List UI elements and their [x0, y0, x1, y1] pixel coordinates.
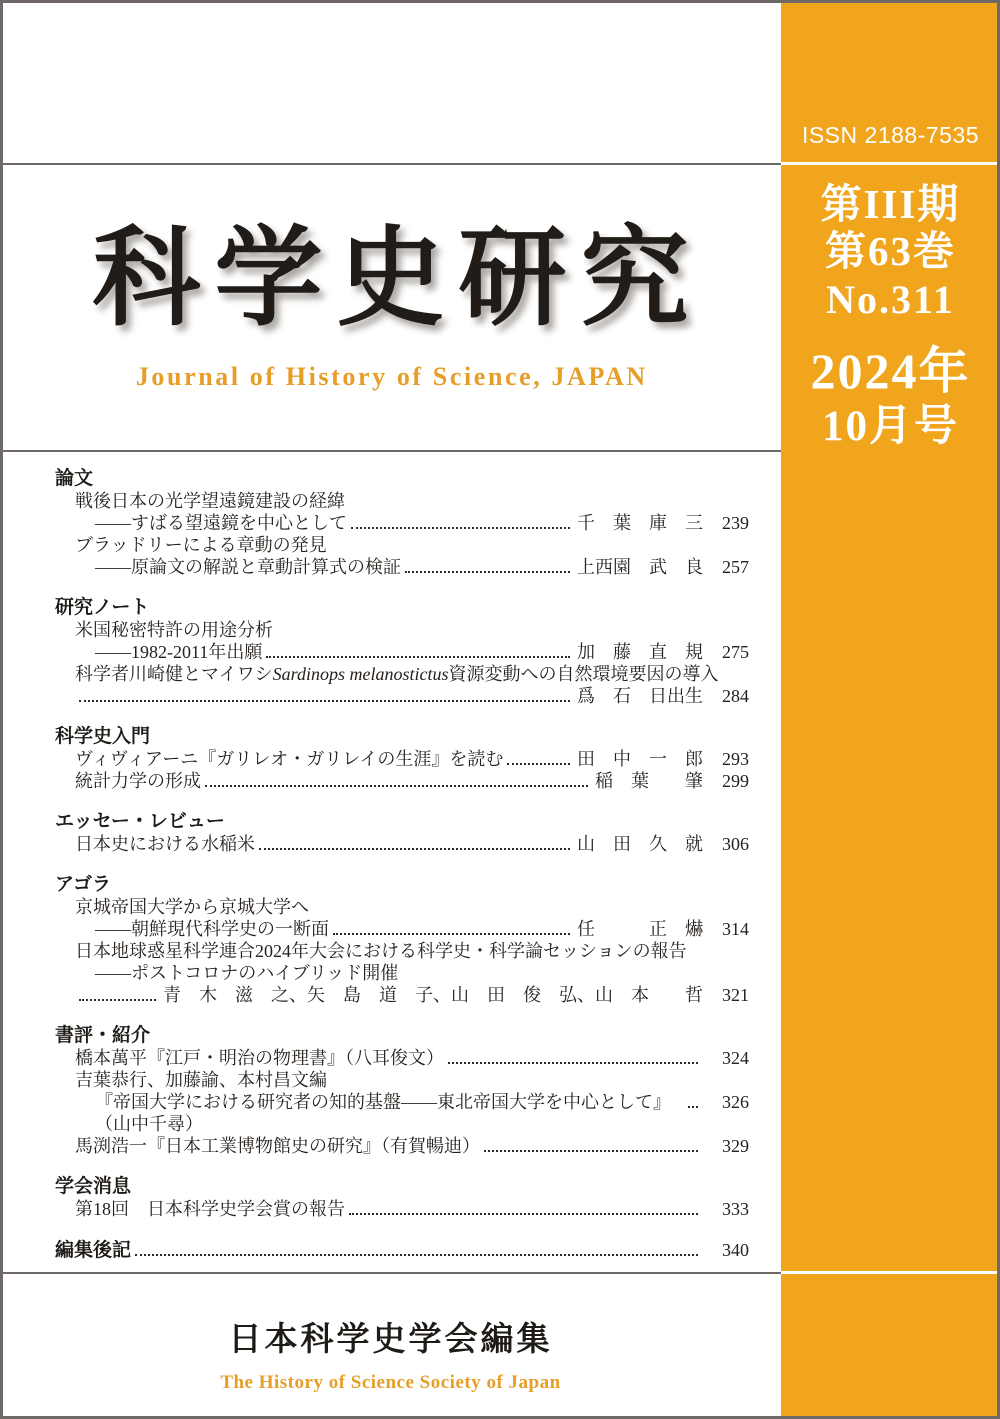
toc-entry-line [75, 1198, 749, 1220]
dot-leader [507, 760, 570, 765]
month-label: 10月号 [822, 403, 959, 450]
page-number: 326 [722, 1092, 749, 1112]
journal-title: 科学史研究 [92, 219, 703, 339]
toc-entry-line [75, 1135, 749, 1157]
entry-title: 吉葉恭行、加藤諭、本村昌文編 [75, 1070, 327, 1090]
entry-author: 上西園 武 良 [577, 557, 703, 577]
page-number: 314 [722, 919, 749, 939]
toc-section [55, 1239, 749, 1262]
toc-heading-row [55, 811, 749, 833]
dot-leader [333, 930, 570, 935]
top-band [0, 0, 781, 165]
entry-title: 第18回 日本科学史学会賞の報告 [75, 1199, 345, 1219]
toc-heading-row [55, 1176, 749, 1198]
dot-leader [484, 1147, 698, 1152]
toc-section [55, 1176, 749, 1220]
toc-entry-line [95, 918, 749, 940]
toc-entry-line [75, 685, 749, 707]
publisher-name: 日本科学史学会編集 [228, 1322, 553, 1358]
entry-author: 爲 石 日出生 [577, 686, 703, 706]
publisher-name-en: The History of Science Society of Japan [220, 1372, 561, 1393]
toc-section [55, 1025, 749, 1157]
page-number: 340 [722, 1240, 749, 1260]
dot-leader [79, 996, 156, 1001]
toc-entry-line [75, 770, 749, 792]
toc-entry-line [75, 534, 749, 556]
entry-author: 稲 葉 肇 [595, 771, 703, 791]
dot-leader [135, 1251, 698, 1256]
entry-title: 馬渕浩一『日本工業博物館史の研究』（有賀暢迪） [75, 1136, 480, 1156]
toc-entry-line [75, 896, 749, 918]
toc-entry-line [75, 984, 749, 1006]
entry-title: ——原論文の解説と章動計算式の検証 [95, 557, 401, 577]
toc-entry-line [75, 619, 749, 641]
toc-entry-line [75, 1047, 749, 1069]
issue-info-section [781, 165, 1000, 452]
entry-title: 米国秘密特許の用途分析 [75, 620, 273, 640]
dot-leader [259, 845, 570, 850]
entry-author: 加 藤 直 規 [577, 642, 703, 662]
sidebar-spacer [781, 452, 1000, 1274]
toc-entry-line [75, 490, 749, 512]
entry-title: 戦後日本の光学望遠鏡建設の経緯 [75, 491, 345, 511]
page-number: 299 [722, 771, 749, 791]
entry-title: ——朝鮮現代科学史の一断面 [95, 919, 329, 939]
entry-title: ——ポストコロナのハイブリッド開催 [95, 963, 399, 983]
entry-title: ——1982-2011年出願 [95, 642, 263, 662]
toc-section-heading: エッセー・レビュー [55, 811, 225, 832]
entry-author: 山 田 久 就 [577, 834, 703, 854]
toc-section-heading: 論文 [55, 468, 94, 489]
issue-sidebar [781, 0, 1000, 1419]
toc-section-heading: 科学史入門 [55, 726, 151, 747]
toc-section-heading: アゴラ [55, 874, 112, 895]
toc-section [55, 726, 749, 792]
toc-section-heading: 学会消息 [55, 1176, 132, 1197]
issue-number-label: No.311 [826, 277, 955, 322]
volume-label: 第63巻 [825, 228, 956, 274]
toc-entry-line [95, 641, 749, 663]
toc-section [55, 597, 749, 707]
page-number: 324 [722, 1048, 749, 1068]
toc-entry-line [75, 748, 749, 770]
dot-leader [349, 1210, 698, 1215]
page-number: 284 [722, 686, 749, 706]
toc-heading-row [55, 1025, 749, 1047]
toc-entry-line [75, 940, 749, 962]
dot-leader [688, 1103, 698, 1108]
entry-author: 青 木 滋 之、矢 島 道 子、山 田 俊 弘、山 本 哲 [163, 985, 703, 1005]
toc-entry-line [75, 1069, 749, 1091]
toc-section [55, 468, 749, 578]
toc-heading-row [55, 597, 749, 619]
toc-entry-line [95, 512, 749, 534]
dot-leader [205, 782, 588, 787]
toc-entry-line [95, 1091, 749, 1135]
toc-entry-line [95, 962, 749, 984]
toc-section-heading: 編集後記 [55, 1240, 132, 1261]
dot-leader [79, 697, 570, 702]
toc [0, 452, 781, 1274]
entry-title: ブラッドリーによる章動の発見 [75, 535, 327, 555]
footer [0, 1313, 781, 1419]
toc-section-heading: 書評・紹介 [55, 1025, 151, 1046]
entry-title: 京城帝国大学から京城大学へ [75, 897, 309, 917]
page-number: 333 [722, 1199, 749, 1219]
page-number: 239 [722, 513, 749, 533]
entry-title: 日本史における水稲米 [75, 834, 255, 854]
toc-heading-row [55, 874, 749, 896]
period-label: 第III期 [820, 181, 961, 227]
toc-entry-line [75, 833, 749, 855]
issn-label: ISSN 2188-7535 [801, 122, 980, 148]
toc-entry-line [75, 663, 749, 685]
journal-subtitle: Journal of History of Science, JAPAN [135, 362, 648, 392]
title-band [0, 165, 781, 452]
issn-section [781, 0, 1000, 165]
toc-heading-row [55, 726, 749, 748]
page-number: 293 [722, 749, 749, 769]
year-label: 2024年 [810, 343, 971, 399]
dot-leader [405, 568, 570, 573]
page-number: 257 [722, 557, 749, 577]
dot-leader [266, 653, 570, 658]
dot-leader [351, 524, 570, 529]
entry-author: 田 中 一 郎 [577, 749, 703, 769]
dot-leader [448, 1059, 698, 1064]
entry-title: 統計力学の形成 [75, 771, 201, 791]
entry-title: 『帝国大学における研究者の知的基盤——東北帝国大学を中心として』（山中千尋） [95, 1092, 671, 1134]
page-number: 329 [722, 1136, 749, 1156]
toc-entry-line [95, 556, 749, 578]
entry-title: 日本地球惑星科学連合2024年大会における科学史・科学論セッションの報告 [75, 941, 687, 961]
entry-title: 橋本萬平『江戸・明治の物理書』（八耳俊文） [75, 1048, 444, 1068]
toc-section [55, 811, 749, 855]
entry-author: 千 葉 庫 三 [577, 513, 703, 533]
page-number: 306 [722, 834, 749, 854]
toc-heading-row [55, 1239, 749, 1262]
entry-title: 科学者川崎健とマイワシSardinops melanostictus資源変動への自然環境要因の導入 [75, 664, 719, 684]
page-number: 275 [722, 642, 749, 662]
entry-author: 任 正 爀 [577, 919, 703, 939]
entry-title: ——すばる望遠鏡を中心として [95, 513, 347, 533]
entry-title: ヴィヴィアーニ『ガリレオ・ガリレイの生涯』を読む [75, 749, 504, 769]
toc-section-heading: 研究ノート [55, 597, 150, 618]
page-number: 321 [722, 985, 749, 1005]
toc-section [55, 874, 749, 1006]
toc-heading-row [55, 468, 749, 490]
